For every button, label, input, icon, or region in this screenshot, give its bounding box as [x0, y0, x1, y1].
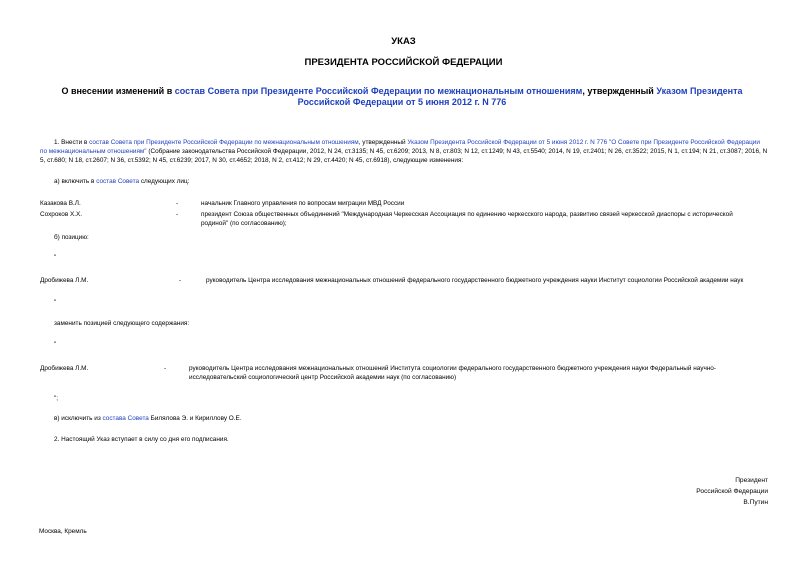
- old-position-dash: -: [179, 277, 182, 284]
- item-b: б) позицию:: [54, 234, 89, 241]
- paragraph-2: 2. Настоящий Указ вступает в силу со дня его подписания.: [54, 436, 229, 443]
- signature-line-2: Российской Федерации: [696, 488, 768, 495]
- quote-close-2: ";: [54, 395, 59, 402]
- place-of-signing: Москва, Кремль: [39, 528, 87, 535]
- subject-link-council[interactable]: состав Совета при Президенте Российской Федерации по межнациональным отношениям: [174, 86, 583, 96]
- item-c-text-a: в) исключить из: [54, 415, 103, 422]
- document-subject: [36, 86, 768, 108]
- paragraph-1: [40, 138, 768, 165]
- old-position-name: Дробижева Л.М.: [40, 277, 89, 284]
- quote-open-2: ": [54, 341, 57, 348]
- replace-text: заменить позицией следующего содержания:: [54, 320, 190, 327]
- item-c: [54, 414, 242, 423]
- person-role: начальник Главного управления по вопросам миграции МВД России: [201, 200, 405, 207]
- new-position-role: руководитель Центра исследования межнациональных отношений Института социологии федерального государственного бюджетного учреждения науки Федеральный научно-исследовательский социологический центр Российской академии наук (по согласованию): [189, 365, 716, 381]
- para1-text-a: 1. Внести в: [54, 139, 90, 146]
- new-position-dash: -: [164, 365, 167, 372]
- subject-text-2: , утвержденный: [582, 86, 657, 96]
- signature-line-3: В.Путин: [743, 499, 768, 506]
- person-dash: -: [176, 211, 179, 218]
- person-name: Сохроков Х.Х.: [40, 211, 83, 218]
- item-a-link[interactable]: состав Совета: [96, 178, 140, 185]
- new-position-name: Дробижева Л.М.: [40, 365, 89, 372]
- subject-link-decree[interactable]: Указом Президента Российской Федерации от 5 июня 2012 г. N 776: [297, 86, 743, 107]
- item-c-text-b: Билялова Э. и Кириллову О.Е.: [148, 415, 242, 422]
- person-role: президент Союза общественных объединений "Международная Черкесская Ассоциация по единению черкесского народа, развитию связей черкесской диаспоры с исторической родиной" (по согласованию);: [201, 211, 733, 227]
- item-c-link[interactable]: состава Совета: [102, 415, 149, 422]
- quote-close: ": [54, 299, 57, 306]
- item-a-text-b: следующих лиц:: [139, 178, 190, 185]
- item-a: [54, 177, 189, 186]
- para1-text-c: (Собрание законодательства Российской Федерации, 2012, N 24, ст.3135; N 45, ст.6209; 2013, N 8, ст.803; N 12, ст.1249; N 43, ст.5540; 2014, N 19, ст.2401; N 26, ст.3522; 2015, N 1, ст.194; N 21, ст.3087; 2016, N 5, ст.680; N 18, ст.2607; N 36, ст.5392; N 45, ст.6239; 2017, N 30, ст.4652; 2018, N 2, ст.412; N 29, ст.4420; N 45, ст.6918), следующие изменения:: [40, 148, 768, 164]
- document-subtitle: ПРЕЗИДЕНТА РОССИЙСКОЙ ФЕДЕРАЦИИ: [304, 57, 503, 68]
- item-a-text-a: а) включить в: [54, 178, 97, 185]
- old-position-role: руководитель Центра исследования межнациональных отношений федерального государственного бюджетного учреждения науки Институт социологии Российской академии наук: [206, 277, 744, 284]
- para1-link-council[interactable]: состав Совета при Президенте Российской Федерации по межнациональным отношениям: [89, 139, 359, 146]
- subject-text-1: О внесении изменений в: [61, 86, 175, 96]
- person-name: Казакова В.Л.: [40, 200, 81, 207]
- signature-line-1: Президент: [735, 477, 768, 484]
- para1-text-b: , утвержденный: [358, 139, 408, 146]
- signature-block: [568, 475, 768, 508]
- person-dash: -: [176, 200, 179, 207]
- para1-link-decree[interactable]: Указом Президента Российской Федерации от 5 июня 2012 г. N 776 "О Совете при Президенте Российской Федерации по межнациональным отношениям": [40, 139, 760, 155]
- quote-open: ": [54, 254, 57, 261]
- document-title: УКАЗ: [391, 36, 416, 47]
